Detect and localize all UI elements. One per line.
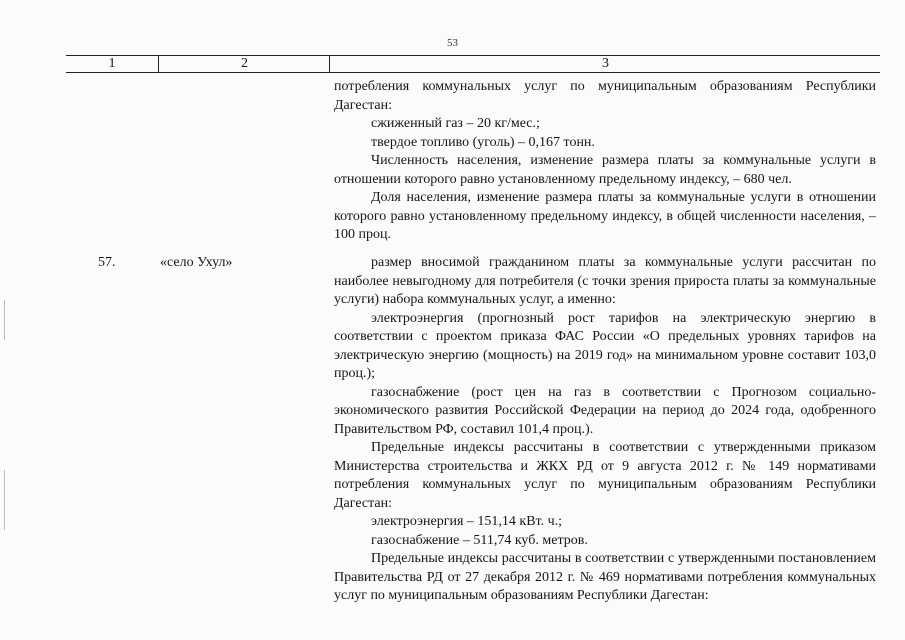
row-description <box>334 254 876 606</box>
table-header-col2: 2 <box>158 56 330 72</box>
paragraph: электроэнергия (прогнозный рост тарифов на электрическую энергию в соответствии с проектом приказа ФАС России «О предельных уровнях тарифов на электрическую энергию (мощность) на 2019 год» на минимальном уровне составит 103,0 проц.); <box>334 310 876 381</box>
paragraph: Численность населения, изменение размера платы за коммунальные услуги в отношении которого равно установленному предельному индексу, – 680 чел. <box>334 153 876 187</box>
table-header-col1: 1 <box>108 56 116 71</box>
page-number: 53 <box>447 37 458 49</box>
scan-artifact <box>4 300 5 340</box>
paragraph: размер вносимой гражданином платы за коммунальные услуги рассчитан по наиболее невыгодному для потребителя (с точки зрения прироста платы за коммунальные услуги) набора коммунальных услуг, а именно: <box>334 255 876 307</box>
row-number: 57. <box>98 255 116 270</box>
paragraph: электроэнергия – 151,14 кВт. ч.; <box>371 514 563 529</box>
paragraph: потребления коммунальных услуг по муниципальным образованиям Республики Дагестан: <box>334 79 876 113</box>
paragraph: сжиженный газ – 20 кг/мес.; <box>371 116 540 131</box>
paragraph: газоснабжение (рост цен на газ в соответствии с Прогнозом социально-экономического развития Российской Федерации на период до 2024 года, одобренного Правительством РФ, составил 101,4 проц.). <box>334 384 876 437</box>
paragraph: Предельные индексы рассчитаны в соответствии с утвержденными приказом Министерства строительства и ЖКХ РД от 9 августа 2012 г. № 149 нормативами потребления коммунальных услуг по муниципальным образованиям Республики Дагестан: <box>334 440 876 511</box>
paragraph: газоснабжение – 511,74 куб. метров. <box>371 532 588 548</box>
table-header-col3: 3 <box>329 56 881 72</box>
paragraph: Предельные индексы рассчитаны в соответствии с утвержденными постановлением Правительства РД от 27 декабря 2012 г. № 469 нормативами потребления коммунальных услуг по муниципальным образованиям Республики Дагестан: <box>334 551 876 603</box>
table-header-row <box>66 55 880 73</box>
scan-artifact <box>4 470 5 530</box>
settlement-name: «село Ухул» <box>160 255 233 270</box>
paragraph: Доля населения, изменение размера платы за коммунальные услуги в отношении которого равно установленному предельному индексу, в общей численности населения, – 100 проц. <box>334 190 876 242</box>
continuation-text <box>334 78 876 245</box>
paragraph: твердое топливо (уголь) – 0,167 тонн. <box>371 134 595 150</box>
